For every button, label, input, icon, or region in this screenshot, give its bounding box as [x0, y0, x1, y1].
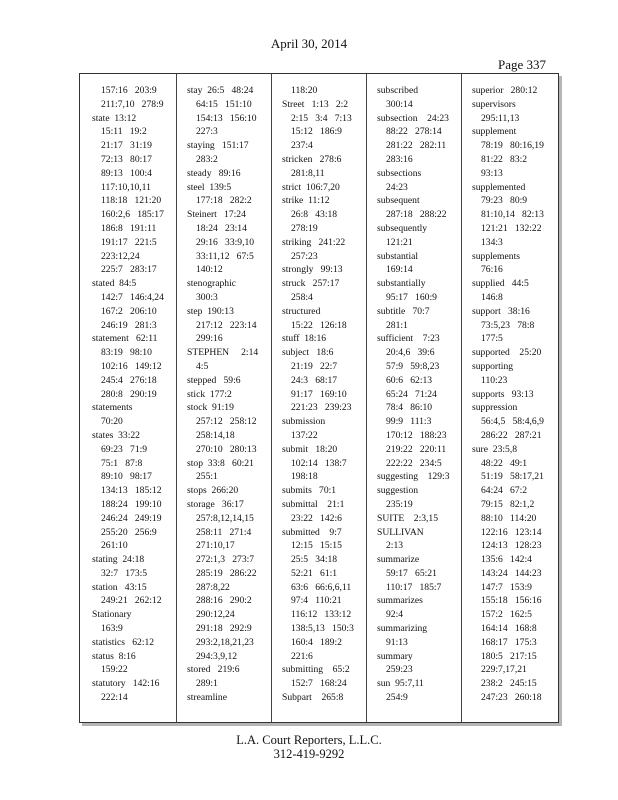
index-page-refs: 160:4 189:2: [291, 636, 342, 648]
index-entry-term: state 13:12: [92, 112, 137, 124]
index-entry-term: substantial: [377, 250, 419, 262]
index-entry-term: statements: [92, 402, 133, 414]
index-entry-term: strongly 99:13: [282, 264, 343, 276]
index-entry-term: SULLIVAN: [377, 526, 424, 538]
index-entry-term: subject 18:6: [282, 347, 334, 359]
index-page-refs: 222:22 234:5: [386, 457, 442, 469]
index-page-refs: 246:19 281:3: [101, 319, 157, 331]
index-page-refs: 225:7 283:17: [101, 264, 157, 276]
index-entry-term: subsequent: [377, 195, 420, 207]
index-page-refs: 287:8,22: [196, 581, 230, 593]
index-page-refs: 135:6 142:4: [481, 554, 532, 566]
index-page-frame: [79, 73, 559, 723]
index-page-refs: 280:8 290:19: [101, 388, 157, 400]
index-entry-term: stay 26:5 48:24: [187, 85, 254, 96]
index-entry-term: suggestion: [377, 485, 419, 497]
index-page-refs: 164:14 168:8: [481, 623, 537, 635]
index-page-refs: 157:16 203:9: [101, 85, 157, 96]
index-page-refs: 91:17 169:10: [291, 388, 347, 400]
index-page-refs: 81:10,14 82:13: [481, 209, 544, 221]
index-entry-term: submitted 9:7: [282, 526, 342, 538]
index-page-refs: 56:4,5 58:4,6,9: [481, 416, 544, 428]
index-page-refs: 169:14: [386, 264, 413, 276]
index-page-refs: 70:20: [101, 416, 123, 428]
index-entry-term: supported 25:20: [472, 347, 542, 359]
index-page-refs: 152:7 168:24: [291, 678, 347, 690]
index-entry-term: strike 11:12: [282, 195, 330, 207]
index-entry-term: staying 151:17: [187, 140, 249, 152]
index-entry-term: stop 33:8 60:21: [187, 457, 254, 469]
index-page-refs: 23:22 142:6: [291, 512, 342, 524]
index-page-refs: 26:8 43:18: [291, 209, 338, 221]
transcript-date: April 30, 2014: [270, 36, 348, 51]
index-entry-term: stock 91:19: [187, 402, 234, 414]
index-page-refs: 48:22 49:1: [481, 457, 528, 469]
index-page-refs: 257:23: [291, 250, 318, 262]
column-divider: [461, 74, 462, 722]
index-entry-term: support 38:16: [472, 305, 530, 317]
index-entry-term: submits 70:1: [282, 485, 337, 497]
index-page-refs: 24:23: [386, 181, 408, 193]
index-page-refs: 52:21 61:1: [291, 567, 338, 579]
index-page-refs: 257:12 258:12: [196, 416, 257, 428]
index-page-refs: 281:22 282:11: [386, 140, 447, 152]
index-page-refs: 223:12,24: [101, 250, 140, 262]
index-entry-term: subsection 24:23: [377, 112, 449, 124]
index-entry-term: supplements: [472, 250, 520, 262]
index-page-refs: 117:10,10,11: [101, 181, 151, 193]
index-entry-term: summary: [377, 650, 413, 662]
index-page-refs: 147:7 153:9: [481, 581, 532, 593]
index-page-refs: 258:4: [291, 291, 313, 303]
index-page-refs: 2:13: [386, 540, 404, 552]
index-page-refs: 227:3: [196, 126, 218, 138]
index-page-refs: 18:24 23:14: [196, 222, 247, 234]
index-page-refs: 249:21 262:12: [101, 595, 162, 607]
index-entry-term: summarize: [377, 554, 420, 566]
index-entry-term: subsequently: [377, 222, 428, 234]
index-page-refs: 222:14: [101, 692, 128, 704]
index-page-refs: 168:17 175:3: [481, 636, 537, 648]
index-page-refs: 291:18 292:9: [196, 623, 252, 635]
index-page-refs: 64:24 67:2: [481, 485, 528, 497]
index-page-refs: 163:9: [101, 623, 123, 635]
index-page-refs: 89:10 98:17: [101, 471, 152, 483]
index-page-refs: 294:3,9,12: [196, 650, 238, 662]
index-entry-term: stating 24:18: [92, 554, 145, 566]
index-entry-term: subsections: [377, 167, 422, 179]
index-entry-term: step 190:13: [187, 305, 234, 317]
index-entry-term: supplied 44:5: [472, 278, 529, 290]
index-page-refs: 177:5: [481, 333, 503, 345]
index-page-refs: 134:3: [481, 236, 503, 248]
index-entry-term: steady 89:16: [187, 167, 241, 179]
index-entry-term: stated 84:5: [92, 278, 137, 290]
index-page-refs: 255:20 256:9: [101, 526, 157, 538]
index-entry-term: substantially: [377, 278, 426, 290]
index-page-refs: 134:13 185:12: [101, 485, 162, 497]
index-page-refs: 281:1: [386, 319, 408, 331]
index-page-refs: 285:19 286:22: [196, 567, 257, 579]
index-entry-term: stepped 59:6: [187, 374, 241, 386]
index-page-refs: 118:20: [291, 85, 318, 96]
index-page-refs: 299:16: [196, 333, 223, 345]
index-page-refs: 25:5 34:18: [291, 554, 338, 566]
index-entry-term: summarizes: [377, 595, 423, 607]
index-column-2: [187, 84, 267, 718]
index-page-refs: 235:19: [386, 498, 413, 510]
index-page-refs: 12:15 15:15: [291, 540, 342, 552]
page-number: Page 337: [497, 57, 546, 72]
index-page-refs: 270:10 280:13: [196, 443, 257, 455]
index-column-5: [472, 84, 556, 718]
index-entry-term: suppression: [472, 402, 518, 414]
index-page-refs: 258:14,18: [196, 429, 235, 441]
index-entry-term: supplemented: [472, 181, 526, 193]
index-entry-term: structured: [282, 305, 321, 317]
index-page-refs: 191:17 221:5: [101, 236, 157, 248]
index-page-refs: 2:15 3:4 7:13: [291, 112, 352, 124]
index-page-refs: 221:6: [291, 650, 313, 662]
index-page-refs: 118:18 121:20: [101, 195, 162, 207]
index-page-refs: 21:17 31:19: [101, 140, 152, 152]
index-page-refs: 24:3 68:17: [291, 374, 338, 386]
index-page-refs: 102:14 138:7: [291, 457, 347, 469]
column-divider: [366, 74, 367, 722]
index-entry-term: suggesting 129:3: [377, 471, 450, 483]
index-page-refs: 247:23 260:18: [481, 692, 542, 704]
index-page-refs: 257:8,12,14,15: [196, 512, 254, 524]
index-entry-term: stored 219:6: [187, 664, 240, 676]
index-entry-term: sure 23:5,8: [472, 443, 518, 455]
index-page-refs: 180:5 217:15: [481, 650, 537, 662]
court-reporter-company: L.A. Court Reporters, L.L.C.: [236, 733, 382, 747]
index-page-refs: 102:16 149:12: [101, 360, 162, 372]
index-page-refs: 51:19 58:17,21: [481, 471, 544, 483]
index-page-refs: 154:13 156:10: [196, 112, 257, 124]
index-page-refs: 229:7,17,21: [481, 664, 527, 676]
index-page-refs: 278:19: [291, 222, 318, 234]
index-page-refs: 78:4 86:10: [386, 402, 433, 414]
index-page-refs: 29:16 33:9,10: [196, 236, 255, 248]
index-entry-term: summarizing: [377, 623, 428, 635]
index-entry-term: submitting 65:2: [282, 664, 350, 676]
index-page-refs: 92:4: [386, 609, 404, 621]
index-entry-term: Steinert 17:24: [187, 209, 246, 221]
index-page-refs: 245:4 276:18: [101, 374, 157, 386]
index-page-refs: 110:23: [481, 374, 508, 386]
index-page-refs: 63:6 66:6,6,11: [291, 581, 352, 593]
index-page-refs: 21:19 22:7: [291, 360, 338, 372]
index-entry-term: supports 93:13: [472, 388, 534, 400]
index-page-refs: 15:11 19:2: [101, 126, 147, 138]
index-page-refs: 121:21: [386, 236, 413, 248]
index-page-refs: 83:19 98:10: [101, 347, 152, 359]
index-entry-term: subtitle 70:7: [377, 305, 430, 317]
index-page-refs: 97:4 110:21: [291, 595, 342, 607]
index-page-refs: 211:7,10 278:9: [101, 98, 164, 110]
index-page-refs: 283:2: [196, 153, 218, 165]
index-entry-term: supervisors: [472, 98, 516, 110]
index-entry-term: SUITE 2:3,15: [377, 512, 439, 524]
index-entry-term: station 43:15: [92, 581, 147, 593]
index-entry-term: status 8:16: [92, 650, 136, 662]
index-entry-term: Subpart 265:8: [282, 692, 344, 704]
index-page-refs: 143:24 144:23: [481, 567, 542, 579]
index-page-refs: 290:12,24: [196, 609, 235, 621]
index-column-4: [377, 84, 459, 718]
index-page-refs: 138:5,13 150:3: [291, 623, 354, 635]
index-entry-term: sun 95:7,11: [377, 678, 424, 690]
index-entry-term: submission: [282, 416, 326, 428]
column-divider: [271, 74, 272, 722]
index-page-refs: 73:5,23 78:8: [481, 319, 535, 331]
index-page-refs: 122:16 123:14: [481, 526, 542, 538]
index-page-refs: 188:24 199:10: [101, 498, 162, 510]
index-page-refs: 72:13 80:17: [101, 153, 152, 165]
index-page-refs: 75:1 87:8: [101, 457, 143, 469]
index-page-refs: 99:9 111:3: [386, 416, 432, 428]
index-page-refs: 272:1,3 273:7: [196, 554, 255, 566]
index-page-refs: 79:15 82:1,2: [481, 498, 535, 510]
index-page-refs: 286:22 287:21: [481, 429, 542, 441]
index-page-refs: 33:11,12 67:5: [196, 250, 254, 262]
index-page-refs: 79:23 80:9: [481, 195, 528, 207]
index-page-refs: 217:12 223:14: [196, 319, 257, 331]
index-page-refs: 69:23 71:9: [101, 443, 148, 455]
index-entry-term: supplement: [472, 126, 517, 138]
index-column-3: [282, 84, 362, 718]
index-entry-term: subscribed: [377, 85, 419, 96]
index-page-refs: 186:8 191:11: [101, 222, 157, 234]
index-entry-term: submittal 21:1: [282, 498, 345, 510]
index-page-refs: 287:18 288:22: [386, 209, 447, 221]
index-entry-term: states 33:22: [92, 429, 140, 441]
index-page-refs: 57:9 59:8,23: [386, 360, 440, 372]
index-page-refs: 20:4,6 39:6: [386, 347, 435, 359]
index-page-refs: 124:13 128:23: [481, 540, 542, 552]
index-entry-term: sufficient 7:23: [377, 333, 440, 345]
index-entry-term: supporting: [472, 360, 514, 372]
index-entry-term: storage 36:17: [187, 498, 244, 510]
index-page-refs: 93:13: [481, 167, 503, 179]
index-page-refs: 121:21 132:22: [481, 222, 542, 234]
index-entry-term: stops 266:20: [187, 485, 239, 497]
index-page-refs: 221:23 239:23: [291, 402, 352, 414]
index-page-refs: 142:7 146:4,24: [101, 291, 164, 303]
index-page-refs: 76:16: [481, 264, 503, 276]
index-column-1: [92, 84, 172, 718]
index-entry-term: statistics 62:12: [92, 636, 155, 648]
index-page-refs: 32:7 173:5: [101, 567, 148, 579]
index-page-refs: 59:17 65:21: [386, 567, 437, 579]
index-page-refs: 15:22 126:18: [291, 319, 347, 331]
index-page-refs: 271:10,17: [196, 540, 235, 552]
index-entry-term: stenographic: [187, 278, 237, 290]
index-entry-term: stricken 278:6: [282, 153, 342, 165]
index-page-refs: 300:14: [386, 98, 413, 110]
index-entry-term: superior 280:12: [472, 85, 538, 96]
index-page-refs: 167:2 206:10: [101, 305, 157, 317]
index-page-refs: 246:24 249:19: [101, 512, 162, 524]
index-entry-term: steel 139:5: [187, 181, 232, 193]
index-entry-term: statutory 142:16: [92, 678, 160, 690]
index-page-refs: 295:11,13: [481, 112, 520, 124]
index-page-refs: 15:12 186:9: [291, 126, 342, 138]
index-entry-term: statement 62:11: [92, 333, 158, 345]
index-page-refs: 259:23: [386, 664, 413, 676]
index-page-refs: 137:22: [291, 429, 318, 441]
index-entry-term: strict 106:7,20: [282, 181, 340, 193]
index-page-refs: 258:11 271:4: [196, 526, 252, 538]
index-page-refs: 198:18: [291, 471, 318, 483]
index-page-refs: 78:19 80:16,19: [481, 140, 544, 152]
index-entry-term: striking 241:22: [282, 236, 346, 248]
index-entry-term: Street 1:13 2:2: [282, 98, 349, 110]
index-page-refs: 88:10 114:20: [481, 512, 537, 524]
index-page-refs: 110:17 185:7: [386, 581, 442, 593]
index-page-refs: 155:18 156:16: [481, 595, 542, 607]
index-entry-term: struck 257:17: [282, 278, 340, 290]
index-page-refs: 89:13 100:4: [101, 167, 152, 179]
index-page-refs: 146:8: [481, 291, 503, 303]
index-page-refs: 170:12 188:23: [386, 429, 447, 441]
index-page-refs: 60:6 62:13: [386, 374, 433, 386]
index-page-refs: 281:8,11: [291, 167, 325, 179]
court-reporter-phone: 312-419-9292: [273, 747, 345, 761]
index-page-refs: 140:12: [196, 264, 223, 276]
index-entry-term: STEPHEN 2:14: [187, 347, 259, 359]
index-page-refs: 261:10: [101, 540, 128, 552]
index-page-refs: 64:15 151:10: [196, 98, 252, 110]
index-page-refs: 65:24 71:24: [386, 388, 437, 400]
index-entry-term: Stationary: [92, 609, 132, 621]
index-page-refs: 157:2 162:5: [481, 609, 532, 621]
index-page-refs: 88:22 278:14: [386, 126, 442, 138]
index-page-refs: 116:12 133:12: [291, 609, 352, 621]
index-entry-term: submit 18:20: [282, 443, 338, 455]
index-page-refs: 289:1: [196, 678, 218, 690]
index-page-refs: 81:22 83:2: [481, 153, 528, 165]
index-entry-term: stick 177:2: [187, 388, 232, 400]
index-entry-term: streamline: [187, 692, 227, 704]
index-page-refs: 254:9: [386, 692, 408, 704]
index-page-refs: 159:22: [101, 664, 128, 676]
index-page-refs: 237:4: [291, 140, 313, 152]
index-page-refs: 288:16 290:2: [196, 595, 252, 607]
index-page-refs: 293:2,18,21,23: [196, 636, 254, 648]
index-page-refs: 283:16: [386, 153, 413, 165]
index-page-refs: 255:1: [196, 471, 218, 483]
index-page-refs: 91:13: [386, 636, 408, 648]
index-page-refs: 238:2 245:15: [481, 678, 537, 690]
index-page-refs: 177:18 282:2: [196, 195, 252, 207]
index-page-refs: 219:22 220:11: [386, 443, 447, 455]
column-divider: [176, 74, 177, 722]
index-page-refs: 4:5: [196, 360, 209, 372]
index-page-refs: 160:2,6 185:17: [101, 209, 164, 221]
index-page-refs: 300:3: [196, 291, 218, 303]
index-entry-term: stuff 18:16: [282, 333, 327, 345]
index-page-refs: 95:17 160:9: [386, 291, 437, 303]
